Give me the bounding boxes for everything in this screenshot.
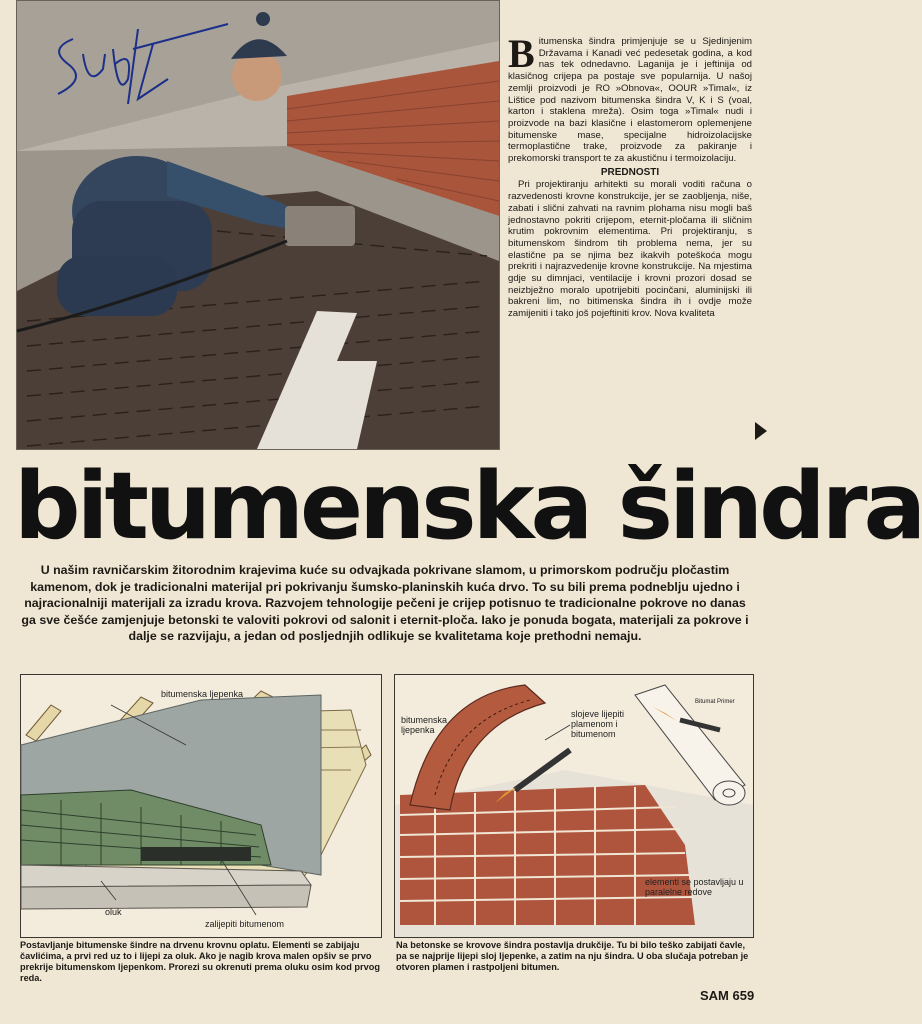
continue-arrow-icon: [755, 422, 767, 440]
page-footer: SAM 659: [700, 988, 755, 1003]
label-zalijepiti-bitumenom: zalijepiti bitumenom: [205, 919, 285, 929]
label-bitumat-primer: Bitumat Primer: [695, 699, 735, 705]
label-bitumenska-ljepenka-right: bitumenska ljepenka: [401, 715, 448, 735]
section-subhead: PREDNOSTI: [600, 166, 660, 178]
roofer-photo: [16, 0, 500, 450]
headline: bitumenska šindra: [14, 452, 922, 560]
intro-paragraph: U našim ravničarskim žitorodnim krajevima kuće su odvajkada pokrivane slamom, u primorskom području pločastim kamenom, dok je tradicionalni materijal pri pokrivanju šumsko-planinskih kuća drvo. To su bili prema podneblju ujedno i najracionalniji materijali za izradu krova. Razvojem tehnologije pečeni je crijep potisnuo te tradicionalne pokrove no danas ga sve češće zamjenjuje betonski te valoviti pokrovi od salonit i eternit-ploča. Iako je ponuda bogata, materijali za pokrove i dalje se razvijaju, a jedan od posljednjih odlikuje se kvalitetama koje prethodni nemaju.: [21, 563, 749, 643]
handwritten-signature: [43, 9, 233, 119]
label-bitumenska-ljepenka: bitumenska ljepenka: [161, 689, 244, 699]
label-slojeve-lijepiti: slojeve lijepiti plamenom i bitumenom: [571, 709, 625, 739]
diagram-wood-roof-drawing: [21, 675, 381, 937]
label-elementi-paralelni: elementi se postavljaju u paralelne redove: [645, 877, 744, 897]
article-paragraph-1-text: itumenska šindra primjenjuje se u Sjedinjenim Državama i Kanadi već pedesetak godina, a kod nas tek odnedavno. Laganija je i jeftinija od klasičnog crijepa pa postaje sve popularnija. U našoj zemlji proizvodi je RO »Obnova«, OOUR »Timal«, iz Lištice pod nazivom bitumenska šindra V, K i S (voal, karton i staklena mreža). Osim toga »Timal« nudi i proizvode na bazi klasične i elastomerom oplemenjene bitumenske mase, specijalne hidroizolacijske termoplastične trake, proizvode za pakiranje i prekomorski transport te za akustičnu i termoizolaciju.: [508, 36, 752, 165]
caption-left: Postavljanje bitumenske šindre na drvenu krovnu oplatu. Elementi se zabijaju čavlićima, a prvi red uz to i lijepi za oluk. Ako je nagib krova malen opšiv se prvo prekrije bitumenskom ljepenkom. Prorezi su okrenuti prema oluku osim kod prvog reda.: [20, 940, 380, 983]
article-paragraph-1: [508, 31, 752, 165]
drop-cap: B: [508, 31, 535, 76]
article-column: [508, 31, 752, 446]
diagram-wood-roof: [20, 674, 382, 938]
article-paragraph-2: Pri projektiranju arhitekti su morali voditi računa o razvedenosti krovne konstrukcije, jer se zaobljenja, niše, zabati i slični zahvati na ravnim plohama nisu mogli baš jednostavno pokriti crijepom, eternit-pločama ili sličnim krutim pokrovnim elementima. Pri projektiranju, s bitumenskom šindrom tih problema nema, jer su elastične pa se njima bez ikakvih poteškoća mogu prekriti i najrazvedenije krovne konstrukcije. Na mjestima gdje su dimnjaci, ventilacije i krovni prozori dosad se neizbježno moralo upotrijebiti pocinčani, aluminijski ili bakreni lim, no bitimenska šindra ih i ovdje može zamijeniti i tako još pojeftiniti krov. Nova kvaliteta: [508, 179, 752, 320]
diagram-concrete-roof: [394, 674, 754, 938]
caption-right: Na betonske se krovove šindra postavlja drukčije. Tu bi bilo teško zabijati čavle, pa se najprije lijepi sloj ljepenke, a zatim na nju šindra. U oba slučaja potreban je otvoren plamen i rastpoljeni bitumen.: [396, 940, 749, 972]
label-oluk: oluk: [105, 907, 122, 917]
